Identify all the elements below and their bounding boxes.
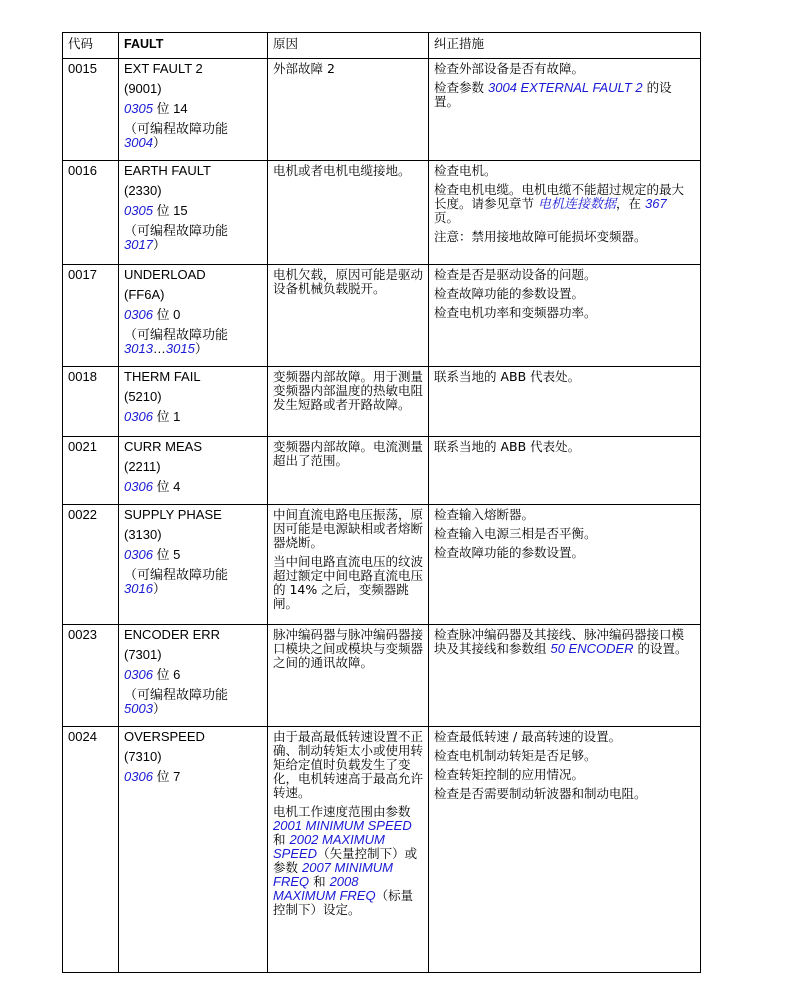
text: THERM FAIL xyxy=(124,369,201,384)
table-row xyxy=(63,59,701,161)
paragraph xyxy=(434,230,695,244)
header-action: 纠正措施 xyxy=(429,33,701,59)
text: 的设置。 xyxy=(434,80,672,109)
paragraph xyxy=(434,440,695,454)
text: 电机欠载，原因可能是驱动设备机械负载脱开。 xyxy=(273,267,424,296)
text: 和 xyxy=(273,832,290,847)
text: (3130) xyxy=(124,527,162,542)
header-cause: 原因 xyxy=(268,33,429,59)
text: (9001) xyxy=(124,81,162,96)
cause-cell xyxy=(268,367,429,437)
parameter-link[interactable]: 0306 xyxy=(124,547,153,562)
fault-cell xyxy=(119,367,268,437)
parameter-link[interactable]: 3015 xyxy=(165,341,195,356)
paragraph xyxy=(273,62,423,76)
text: ） xyxy=(152,135,166,150)
text: 注意：禁用接地故障可能损坏变频器。 xyxy=(434,229,647,244)
paragraph xyxy=(273,805,423,917)
paragraph xyxy=(124,62,262,76)
paragraph xyxy=(273,628,423,670)
header-code: 代码 xyxy=(63,33,119,59)
paragraph xyxy=(434,287,695,301)
paragraph xyxy=(124,164,262,178)
text: 检查输入熔断器。 xyxy=(434,507,535,522)
parameter-link[interactable]: 0306 xyxy=(124,667,153,682)
text: 脉冲编码器与脉冲编码器接口模块之间或模块与变频器之间的通讯故障。 xyxy=(273,627,424,670)
text: 当中间电路直流电压的纹波超过额定中间电路直流电压的 14% 之后，变频器跳闸。 xyxy=(273,554,424,611)
table-row xyxy=(63,367,701,437)
action-cell xyxy=(429,367,701,437)
paragraph xyxy=(124,328,262,356)
text: ） xyxy=(194,341,208,356)
parameter-link[interactable]: 0306 xyxy=(124,409,153,424)
action-cell xyxy=(429,59,701,161)
paragraph xyxy=(434,730,695,744)
paragraph xyxy=(124,480,262,494)
parameter-link[interactable]: 2007 MINIMUM FREQ xyxy=(273,860,394,889)
text: ） xyxy=(152,237,166,252)
parameter-link[interactable]: 367 xyxy=(644,196,667,211)
text: 检查脉冲编码器及其接线、脉冲编码器接口模块及其接线和参数组 xyxy=(434,627,685,656)
text: 检查电机制动转矩是否足够。 xyxy=(434,748,597,763)
text: 检查参数 xyxy=(434,80,488,95)
parameter-link[interactable]: 2001 MINIMUM SPEED xyxy=(273,818,412,833)
text: (FF6A) xyxy=(124,287,165,302)
fault-code-table xyxy=(62,32,701,973)
fault-code: 0018 xyxy=(63,367,119,437)
fault-code: 0017 xyxy=(63,265,119,367)
text: 和 xyxy=(309,874,330,889)
paragraph xyxy=(124,648,262,662)
fault-cell xyxy=(119,161,268,265)
fault-code: 0024 xyxy=(63,727,119,973)
text: OVERSPEED xyxy=(124,729,205,744)
cause-cell xyxy=(268,265,429,367)
parameter-link[interactable]: 3017 xyxy=(124,237,153,252)
text: 检查最低转速 / 最高转速的设置。 xyxy=(434,729,622,744)
paragraph xyxy=(434,527,695,541)
text: （可编程故障功能 xyxy=(124,327,229,342)
paragraph xyxy=(434,370,695,384)
text: UNDERLOAD xyxy=(124,267,206,282)
text: 由于最高最低转速设置不正确、制动转矩太小或使用转矩给定值时负载发生了变化，电机转速高于最高允许转速。 xyxy=(273,729,424,800)
fault-code: 0022 xyxy=(63,505,119,625)
paragraph xyxy=(124,668,262,682)
text: 电机工作速度范围由参数 xyxy=(273,804,411,819)
text: 检查电机功率和变频器功率。 xyxy=(434,305,597,320)
paragraph xyxy=(124,730,262,744)
paragraph xyxy=(273,268,423,296)
paragraph xyxy=(124,204,262,218)
text: … xyxy=(152,341,166,356)
text: 检查转矩控制的应用情况。 xyxy=(434,767,585,782)
parameter-link[interactable]: 3013 xyxy=(124,341,153,356)
text: (5210) xyxy=(124,389,162,404)
header-fault: FAULT xyxy=(119,33,268,59)
text: (2211) xyxy=(124,459,161,474)
text: 位 4 xyxy=(152,479,181,494)
paragraph xyxy=(273,555,423,611)
parameter-link[interactable]: 2008 MAXIMUM FREQ xyxy=(273,874,376,903)
paragraph xyxy=(124,224,262,252)
table-row xyxy=(63,727,701,973)
fault-code: 0016 xyxy=(63,161,119,265)
parameter-link[interactable]: 3004 xyxy=(124,135,153,150)
text: 变频器内部故障。电流测量超出了范围。 xyxy=(273,439,424,468)
paragraph xyxy=(273,440,423,468)
action-cell xyxy=(429,161,701,265)
paragraph xyxy=(124,288,262,302)
cause-cell xyxy=(268,437,429,505)
action-cell xyxy=(429,437,701,505)
table-header-row xyxy=(63,33,701,59)
table-body xyxy=(63,59,701,973)
text: 联系当地的 ABB 代表处。 xyxy=(434,369,581,384)
fault-cell xyxy=(119,437,268,505)
action-cell xyxy=(429,727,701,973)
text: 位 5 xyxy=(152,547,181,562)
text: （可编程故障功能 xyxy=(124,567,229,582)
parameter-link[interactable]: 50 ENCODER xyxy=(550,641,634,656)
paragraph xyxy=(124,508,262,522)
text: 检查电机电缆。电机电缆不能超过规定的最大长度。请参见章节 xyxy=(434,182,685,211)
paragraph xyxy=(124,82,262,96)
paragraph xyxy=(434,81,695,109)
cause-cell xyxy=(268,161,429,265)
paragraph xyxy=(124,460,262,474)
text: (7310) xyxy=(124,749,162,764)
text: 联系当地的 ABB 代表处。 xyxy=(434,439,581,454)
text: 位 1 xyxy=(152,409,181,424)
fault-code: 0015 xyxy=(63,59,119,161)
parameter-link[interactable]: 0306 xyxy=(124,479,153,494)
paragraph xyxy=(124,370,262,384)
text: 变频器内部故障。用于测量变频器内部温度的热敏电阻发生短路或者开路故障。 xyxy=(273,369,424,412)
paragraph xyxy=(124,548,262,562)
paragraph xyxy=(434,768,695,782)
fault-cell xyxy=(119,625,268,727)
text: 外部故障 2 xyxy=(273,61,335,76)
fault-cell xyxy=(119,59,268,161)
text: CURR MEAS xyxy=(124,439,203,454)
paragraph xyxy=(124,410,262,424)
parameter-link[interactable]: 电机连接数据 xyxy=(537,196,616,211)
paragraph xyxy=(273,370,423,412)
text: 页。 xyxy=(434,210,460,225)
text: （可编程故障功能 xyxy=(124,223,229,238)
text: 的设置。 xyxy=(633,641,688,656)
table-row xyxy=(63,437,701,505)
paragraph xyxy=(273,508,423,550)
text: SUPPLY PHASE xyxy=(124,507,222,522)
parameter-link[interactable]: 0306 xyxy=(124,769,153,784)
parameter-link[interactable]: 0305 xyxy=(124,101,153,116)
text: 检查是否是驱动设备的问题。 xyxy=(434,267,597,282)
text: 位 6 xyxy=(152,667,181,682)
cause-cell xyxy=(268,59,429,161)
text: EXT FAULT 2 xyxy=(124,61,203,76)
text: (2330) xyxy=(124,183,162,198)
table-row xyxy=(63,265,701,367)
paragraph xyxy=(434,546,695,560)
paragraph xyxy=(273,164,423,178)
paragraph xyxy=(434,508,695,522)
paragraph xyxy=(124,440,262,454)
paragraph xyxy=(434,628,695,656)
text: 位 7 xyxy=(152,769,181,784)
parameter-link[interactable]: 5003 xyxy=(124,701,153,716)
paragraph xyxy=(434,787,695,801)
text: 位 15 xyxy=(152,203,188,218)
text: （可编程故障功能 xyxy=(124,687,229,702)
table-row xyxy=(63,161,701,265)
paragraph xyxy=(124,308,262,322)
paragraph xyxy=(434,268,695,282)
text: 中间直流电路电压振荡，原因可能是电源缺相或者熔断器烧断。 xyxy=(273,507,424,550)
text: 位 14 xyxy=(152,101,188,116)
paragraph xyxy=(124,628,262,642)
paragraph xyxy=(434,306,695,320)
paragraph xyxy=(124,102,262,116)
text: （矢量控制下）或参数 xyxy=(273,846,418,875)
paragraph xyxy=(124,750,262,764)
text: 检查电机。 xyxy=(434,163,497,178)
action-cell xyxy=(429,265,701,367)
cause-cell xyxy=(268,505,429,625)
text: 检查输入电源三相是否平衡。 xyxy=(434,526,597,541)
text: （标量控制下）设定。 xyxy=(273,888,414,917)
paragraph xyxy=(124,770,262,784)
text: 检查外部设备是否有故障。 xyxy=(434,61,585,76)
text: ENCODER ERR xyxy=(124,627,221,642)
paragraph xyxy=(434,164,695,178)
text: ） xyxy=(152,701,166,716)
text: ） xyxy=(152,581,166,596)
text: ，在 xyxy=(616,196,645,211)
table-row xyxy=(63,625,701,727)
fault-cell xyxy=(119,727,268,973)
paragraph xyxy=(434,62,695,76)
fault-cell xyxy=(119,265,268,367)
text: （可编程故障功能 xyxy=(124,121,229,136)
parameter-link[interactable]: 0306 xyxy=(124,307,153,322)
paragraph xyxy=(124,268,262,282)
action-cell xyxy=(429,505,701,625)
paragraph xyxy=(124,688,262,716)
paragraph xyxy=(434,749,695,763)
table-row xyxy=(63,505,701,625)
fault-cell xyxy=(119,505,268,625)
text: 检查故障功能的参数设置。 xyxy=(434,545,585,560)
parameter-link[interactable]: 3004 EXTERNAL FAULT 2 xyxy=(487,80,643,95)
text: 位 0 xyxy=(152,307,181,322)
text: EARTH FAULT xyxy=(124,163,211,178)
paragraph xyxy=(124,568,262,596)
paragraph xyxy=(124,184,262,198)
paragraph xyxy=(124,390,262,404)
paragraph xyxy=(124,528,262,542)
text: 检查是否需要制动斩波器和制动电阻。 xyxy=(434,786,647,801)
paragraph xyxy=(273,730,423,800)
text: 检查故障功能的参数设置。 xyxy=(434,286,585,301)
paragraph xyxy=(124,122,262,150)
text: 电机或者电机电缆接地。 xyxy=(273,163,411,178)
parameter-link[interactable]: 2002 MAXIMUM SPEED xyxy=(273,832,385,861)
parameter-link[interactable]: 0305 xyxy=(124,203,153,218)
fault-code: 0021 xyxy=(63,437,119,505)
parameter-link[interactable]: 3016 xyxy=(124,581,153,596)
paragraph xyxy=(434,183,695,225)
text: (7301) xyxy=(124,647,162,662)
cause-cell xyxy=(268,727,429,973)
cause-cell xyxy=(268,625,429,727)
action-cell xyxy=(429,625,701,727)
fault-code: 0023 xyxy=(63,625,119,727)
